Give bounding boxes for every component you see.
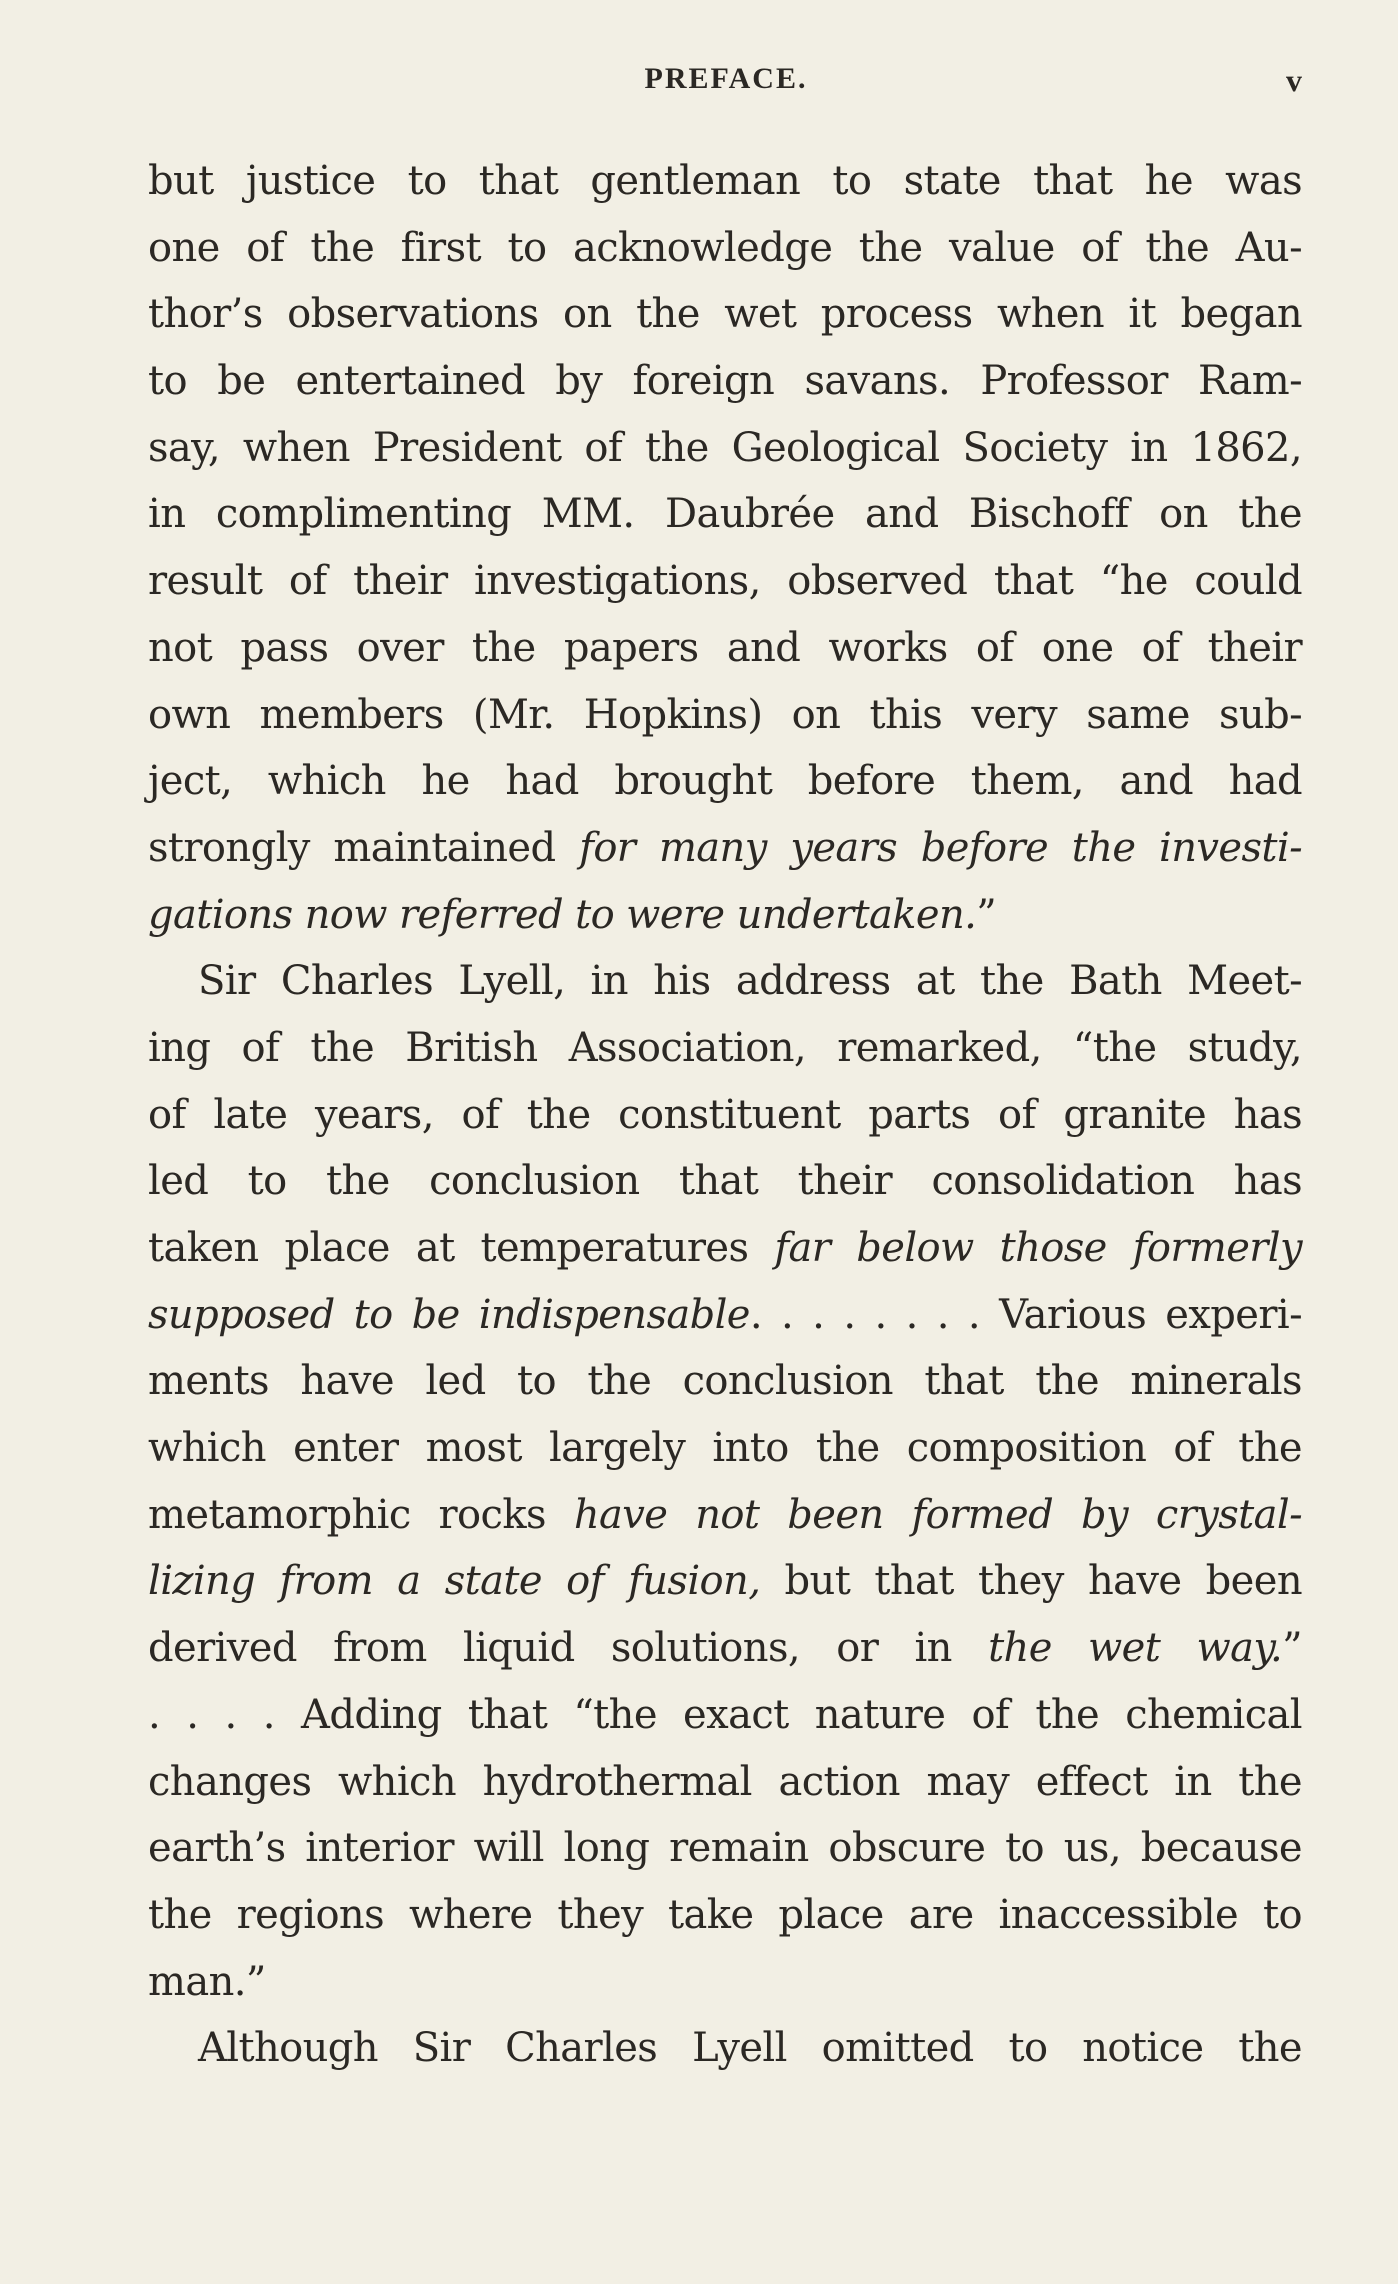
text-line	[148, 2015, 1302, 2082]
text-segment: ments have led to the conclusion that the minerals	[148, 1358, 1302, 1405]
text-segment: one of the first to acknowledge the value of the Au-	[148, 224, 1302, 271]
text-line	[148, 481, 1302, 548]
text-line	[148, 1682, 1302, 1749]
text-segment: ”	[976, 891, 997, 938]
text-segment: own members (Mr. Hopkins) on this very same sub-	[148, 691, 1302, 738]
text-line	[148, 148, 1302, 215]
text-segment: taken place at temperatures	[148, 1225, 775, 1271]
text-segment: strongly maintained	[148, 824, 580, 871]
text-segment: but justice to that gentleman to state that he was	[148, 158, 1302, 204]
text-segment: led to the conclusion that their consolidation has	[148, 1158, 1302, 1205]
text-line	[148, 748, 1302, 815]
text-segment: metamorphic rocks	[148, 1491, 574, 1538]
page-number: v	[1286, 62, 1302, 98]
text-segment: changes which hydrothermal action may effect in the	[148, 1758, 1302, 1805]
text-line	[148, 1548, 1302, 1615]
text-line	[148, 1348, 1302, 1415]
text-line	[148, 215, 1302, 282]
text-line	[148, 1482, 1302, 1549]
text-line	[148, 815, 1302, 882]
running-title: PREFACE.	[644, 62, 808, 95]
text-line	[148, 882, 1302, 949]
text-segment: ing of the British Association, remarked, “the study,	[148, 1024, 1302, 1071]
text-segment: say, when President of the Geological Society in 1862,	[148, 424, 1302, 471]
text-line	[148, 415, 1302, 482]
text-segment: Sir Charles Lyell, in his address at the Bath Meet-	[198, 958, 1302, 1005]
text-line	[148, 281, 1302, 348]
text-segment: earth’s interior will long remain obscure to us, because	[148, 1825, 1302, 1872]
text-line	[148, 1615, 1302, 1682]
text-segment: thor’s observations on the wet process when it began	[148, 291, 1302, 338]
italic-text-segment: have not been formed by crystal-	[573, 1491, 1302, 1538]
text-segment: to be entertained by foreign savans. Professor Ram-	[148, 358, 1302, 405]
text-segment: derived from liquid solutions, or in	[148, 1625, 989, 1672]
text-segment: ject, which he had brought before them, and had	[148, 758, 1302, 805]
text-line	[148, 1882, 1302, 1949]
text-line	[148, 1749, 1302, 1816]
text-line	[148, 948, 1302, 1015]
text-segment: Although Sir Charles Lyell omitted to notice the	[198, 2025, 1302, 2072]
running-header	[150, 62, 1302, 112]
body-text	[148, 148, 1302, 2082]
text-segment: which enter most largely into the composition of the	[148, 1425, 1302, 1472]
text-line	[148, 1015, 1302, 1082]
text-line	[148, 615, 1302, 682]
italic-text-segment: supposed to be indispensable	[148, 1291, 750, 1338]
text-line	[148, 548, 1302, 615]
text-segment: . . . . Adding that “the exact nature of the chemical	[148, 1691, 1302, 1738]
text-line	[148, 1415, 1302, 1482]
text-line	[148, 682, 1302, 749]
text-line	[148, 1949, 1302, 2016]
text-segment: the regions where they take place are inaccessible to	[148, 1891, 1302, 1938]
text-segment: result of their investigations, observed that “he could	[148, 558, 1302, 605]
text-line	[148, 348, 1302, 415]
text-segment: man.”	[148, 1958, 266, 2005]
italic-text-segment: the wet way.	[988, 1625, 1283, 1672]
text-line	[148, 1282, 1302, 1349]
italic-text-segment: gations now referred to were undertaken.	[148, 891, 977, 938]
text-line	[148, 1215, 1302, 1282]
text-segment: not pass over the papers and works of one of their	[148, 624, 1302, 671]
text-segment: of late years, of the constituent parts of granite has	[148, 1091, 1302, 1138]
text-segment: but that they have been	[760, 1558, 1302, 1605]
text-line	[148, 1148, 1302, 1215]
text-line	[148, 1815, 1302, 1882]
italic-text-segment: far below those formerly	[774, 1225, 1302, 1271]
text-line	[148, 1082, 1302, 1149]
text-segment: . . . . . . . . Various experi-	[749, 1291, 1302, 1338]
text-segment: in complimenting MM. Daubrée and Bischoff on the	[148, 491, 1302, 538]
text-segment: ”	[1282, 1625, 1302, 1672]
italic-text-segment: for many years before the investi-	[579, 824, 1302, 871]
italic-text-segment: lizing from a state of fusion,	[148, 1558, 761, 1605]
